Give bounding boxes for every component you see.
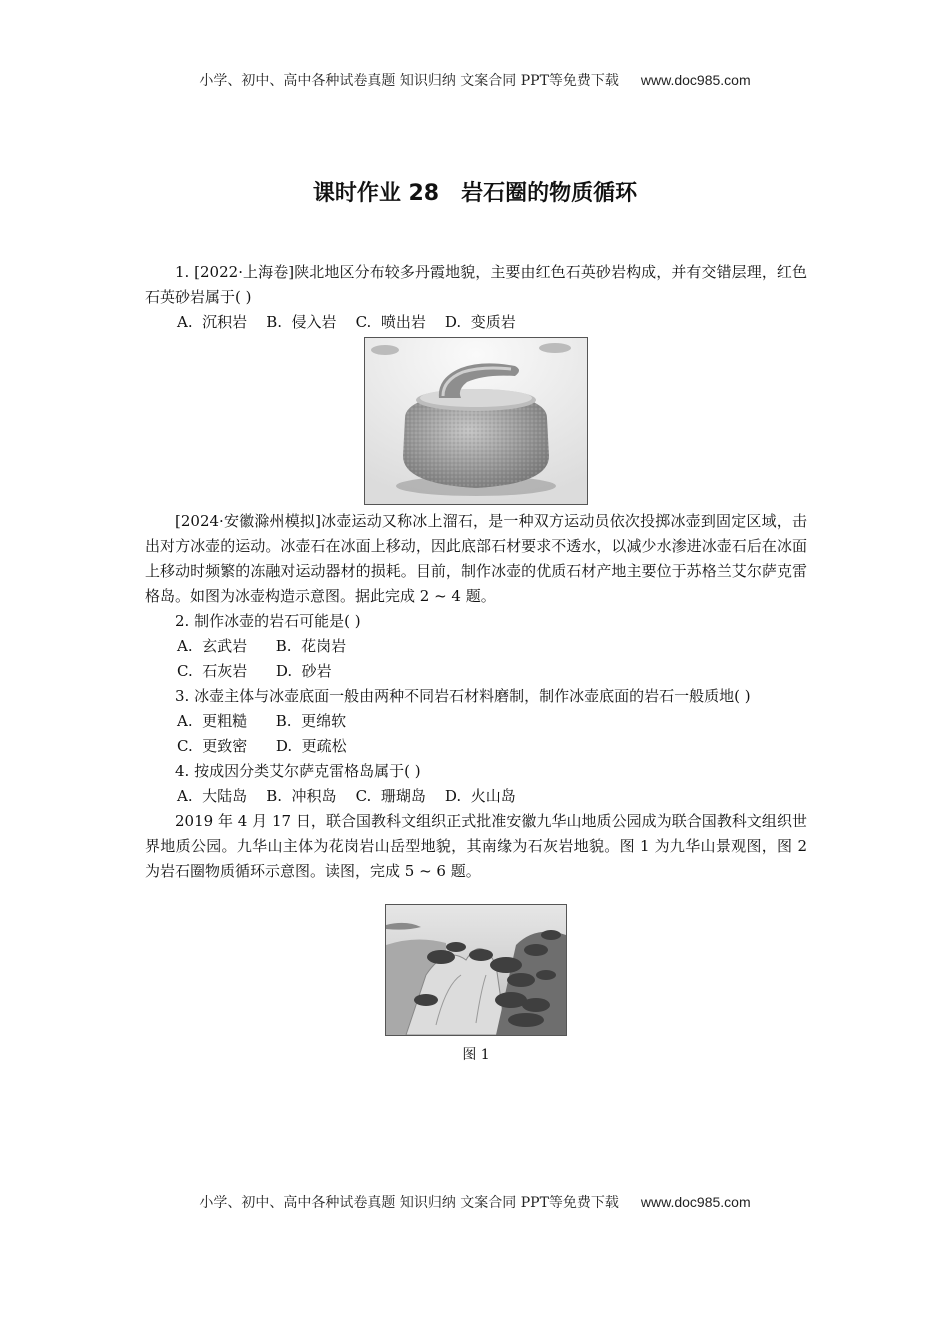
curling-section: [145, 509, 807, 884]
footer-text: 小学、初中、高中各种试卷真题 知识归纳 文案合同 PPT等免费下载: [199, 1195, 619, 1211]
question-2-options-row1: A. 玄武岩 B. 花岗岩: [177, 637, 347, 655]
question-1-stem: 1. [2022·上海卷]陕北地区分布较多丹霞地貌，主要由红色石英砂岩构成，并有交错层理，红色石英砂岩属于( ): [145, 263, 807, 306]
question-4-options: A. 大陆岛 B. 冲积岛 C. 珊瑚岛 D. 火山岛: [177, 787, 516, 805]
curling-passage: [2024·安徽滁州模拟]冰壶运动又称冰上溜石，是一种双方运动员依次投掷冰壶到固定区域，击出对方冰壶的运动。冰壶石在冰面上移动，因此底部石材要求不透水，以减少水渗进冰壶石后在冰面上移动时频繁的冻融对运动器材的损耗。目前，制作冰壶的优质石材产地主要位于苏格兰艾尔萨克雷格岛。如图为冰壶构造示意图。据此完成 2 ~ 4 题。: [145, 512, 807, 605]
curling-figure-wrap: [145, 334, 807, 512]
footer-site-link[interactable]: www.doc985.com: [640, 1194, 751, 1210]
lesson-number: 课时作业 28: [312, 181, 440, 206]
jiuhua-passage: 2019 年 4 月 17 日，联合国教科文组织正式批准安徽九华山地质公园成为联合国教科文组织世界地质公园。九华山主体为花岗岩山岳型地貌，其南缘为石灰岩地貌。图 1 为九华山景观图，图 2 为岩石圈物质循环示意图。读图，完成 5 ~ 6 题。: [145, 812, 807, 880]
page-title: [0, 176, 950, 207]
lesson-topic: 岩石圈的物质循环: [461, 181, 638, 206]
question-2-options-row2: C. 石灰岩 D. 砂岩: [177, 662, 332, 680]
header-text: 小学、初中、高中各种试卷真题 知识归纳 文案合同 PPT等免费下载: [199, 73, 619, 89]
question-4-stem: 4. 按成因分类艾尔萨克雷格岛属于( ): [175, 762, 421, 780]
header-site-link[interactable]: www.doc985.com: [640, 72, 751, 88]
curling-stone-image: [364, 337, 588, 505]
question-3-stem: 3. 冰壶主体与冰壶底面一般由两种不同岩石材料磨制，制作冰壶底面的岩石一般质地( ): [175, 687, 751, 705]
figure-1-caption: 图 1: [462, 1047, 490, 1063]
jiuhua-mountain-image: [385, 904, 567, 1036]
page-header: [0, 70, 950, 90]
question-3-options-row1: A. 更粗糙 B. 更绵软: [177, 712, 347, 730]
question-3-options-row2: C. 更致密 D. 更疏松: [177, 737, 347, 755]
page-footer: [0, 1192, 950, 1212]
question-1-options: A. 沉积岩 B. 侵入岩 C. 喷出岩 D. 变质岩: [177, 313, 516, 331]
figure-1-wrap: [145, 902, 807, 1068]
question-2-stem: 2. 制作冰壶的岩石可能是( ): [175, 612, 361, 630]
question-1: [145, 260, 807, 335]
